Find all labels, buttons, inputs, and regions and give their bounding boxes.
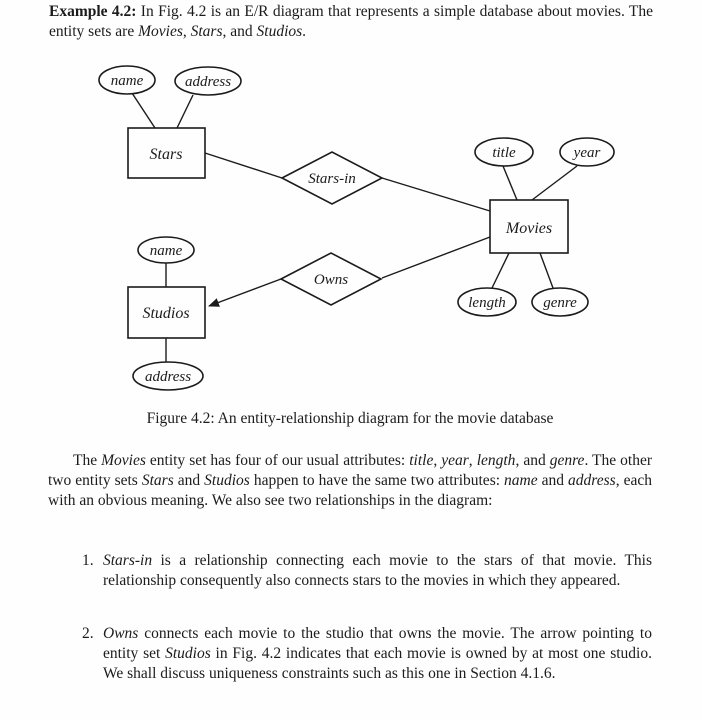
connector-name-stars: [132, 93, 155, 128]
attribute-label-genre: genre: [543, 295, 577, 311]
body-paragraph: The Movies entity set has four of our usual attributes: title, year, length, and genre. The other two entity sets Stars and Studios happen to have the same two attributes: name and address, each with an obvious meaning. We also see two relationships in the diagram:: [48, 452, 652, 509]
relationship-label-owns: Owns: [313, 272, 349, 288]
connector-movies-length: [492, 253, 509, 288]
attribute-label-stars-name: name: [110, 73, 144, 89]
figure-caption: Figure 4.2: An entity-relationship diagram for the movie database: [146, 410, 554, 427]
entity-label-movies: Movies: [505, 220, 553, 237]
list-item-text: Owns connects each movie to the studio that owns the movie. The arrow pointing to entity set Studios in Fig. 4.2 indicates that each movie is owned by at most one studio. We shall discuss uniqueness constraints such as this one in Section 4.1.6.: [103, 625, 652, 682]
relationship-label-stars-in: Stars-in: [308, 171, 356, 187]
list-item-owns: [82, 624, 652, 684]
connector-owns-movies: [382, 237, 490, 278]
list-item-stars-in: [82, 551, 652, 591]
attribute-label-title: title: [492, 145, 516, 161]
list-item-number: 2.: [82, 625, 94, 642]
entity-label-studios: Studios: [142, 305, 190, 322]
attribute-label-length: length: [468, 295, 506, 311]
connector-title-movies: [503, 166, 517, 200]
entity-label-stars: Stars: [149, 146, 183, 163]
example-intro-paragraph: Example 4.2: In Fig. 4.2 is an E/R diagram that represents a simple database about movies. The entity sets are Movies, Stars, and Studios.: [49, 3, 654, 40]
connector-starsin-movies: [382, 178, 490, 211]
connector-address-stars: [177, 95, 193, 128]
connector-owns-studios-arrow: [209, 279, 281, 306]
attribute-label-studios-name: name: [149, 243, 183, 259]
connector-stars-starsin: [205, 153, 282, 178]
attribute-label-stars-address: address: [184, 74, 232, 90]
attribute-label-studios-address: address: [144, 369, 192, 385]
list-item-number: 1.: [82, 552, 94, 569]
connector-movies-genre: [540, 253, 553, 288]
list-item-text: Stars-in is a relationship connecting each movie to the stars of that movie. This relationship consequently also connects stars to the movies in which they appeared.: [103, 552, 652, 589]
attribute-label-year: year: [573, 145, 601, 161]
connector-year-movies: [532, 166, 577, 200]
